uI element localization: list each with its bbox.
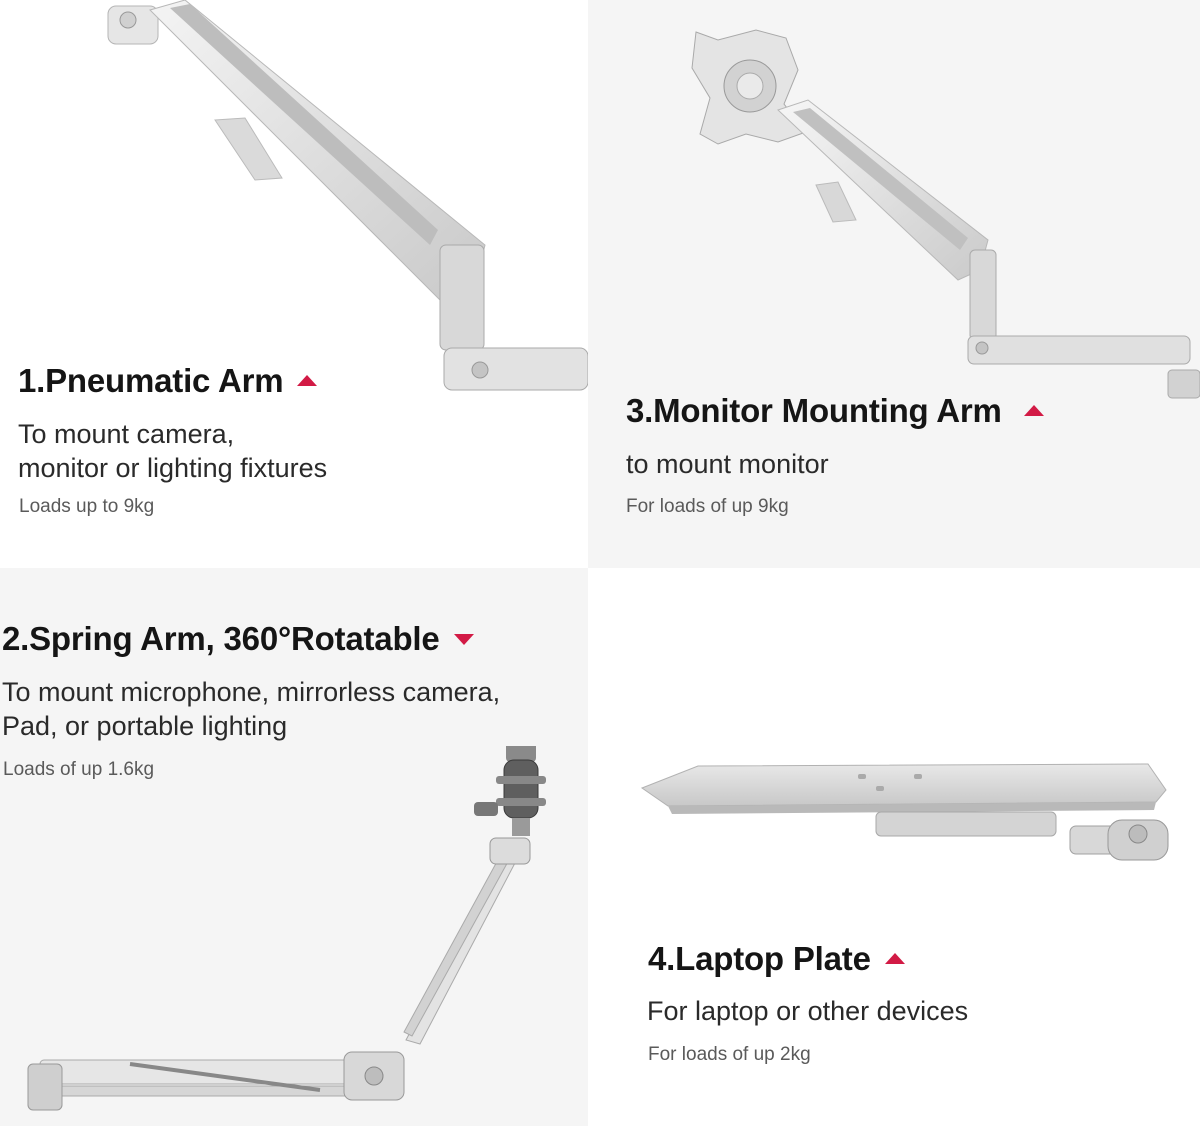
triangle-down-icon xyxy=(454,634,474,645)
monitor-arm-load: For loads of up 9kg xyxy=(626,496,789,517)
monitor-arm-illustration xyxy=(588,0,1200,400)
panel-monitor-mounting-arm xyxy=(588,0,1200,568)
pneumatic-arm-title: 1.Pneumatic Arm xyxy=(18,362,317,400)
triangle-up-icon xyxy=(297,375,317,386)
spring-arm-description: To mount microphone, mirrorless camera, Pad, or portable lighting xyxy=(2,677,501,741)
pneumatic-arm-load: Loads up to 9kg xyxy=(19,496,155,517)
laptop-plate-description: For laptop or other devices xyxy=(647,996,969,1026)
laptop-plate-illustration xyxy=(588,568,1200,888)
spring-arm-illustration xyxy=(0,746,588,1126)
laptop-plate-title: 4.Laptop Plate xyxy=(648,940,905,978)
triangle-up-icon xyxy=(1024,405,1044,416)
panel-spring-arm xyxy=(0,568,588,1126)
panel-laptop-plate xyxy=(588,568,1200,1126)
monitor-arm-title: 3.Monitor Mounting Arm xyxy=(626,392,1044,430)
pneumatic-arm-illustration xyxy=(0,0,588,400)
spring-arm-load: Loads of up 1.6kg xyxy=(3,759,155,780)
spring-arm-title: 2.Spring Arm, 360°Rotatable xyxy=(2,620,474,658)
panel-pneumatic-arm xyxy=(0,0,588,568)
triangle-up-icon xyxy=(885,953,905,964)
pneumatic-arm-description: To mount camera, monitor or lighting fixtures xyxy=(18,419,328,483)
monitor-arm-description: to mount monitor xyxy=(626,449,829,479)
laptop-plate-load: For loads of up 2kg xyxy=(648,1044,811,1065)
